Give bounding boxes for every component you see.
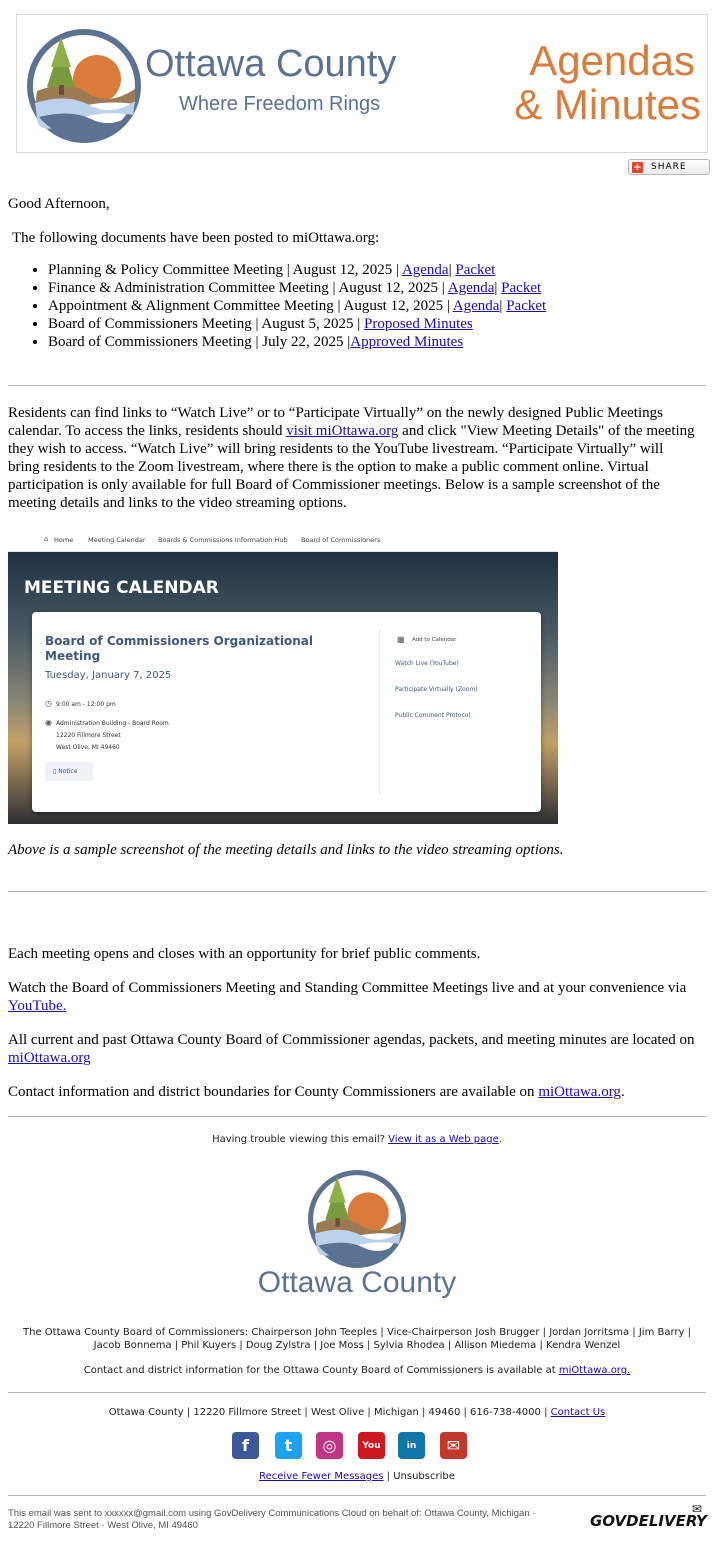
tagline: Where Freedom Rings (179, 93, 381, 115)
email-icon[interactable]: ✉ (440, 1432, 467, 1459)
sample-location: Administration Building - Board Room (56, 720, 169, 727)
sample-watch-live: Watch Live (YouTube) (395, 660, 459, 667)
residents-text: Residents can find links to “Watch Live” or to “Participate Virtually” on the newly designed Public Meetings calendar. To access the links, residents should (8, 405, 663, 439)
share-button[interactable] (628, 159, 710, 175)
board-line-2: Jacob Bonnema | Phil Kuyers | Doug Zylstra | Joe Moss | Sylvia Rhodea | Allison Miedema | Kendra Wenzel (93, 1340, 621, 1351)
board-members (8, 1326, 706, 1352)
sent-line-1: This email was sent to xxxxxx@gmail.com using GovDelivery Communications Cloud on behalf of: Ottawa County, Michigan · (8, 1508, 536, 1519)
sample-screenshot (8, 528, 558, 824)
address-text: Ottawa County | 12220 Fillmore Street | West Olive | Michigan | 49460 | 616-738-4000 | (108, 1407, 551, 1418)
youtube-link[interactable]: YouTube. (8, 998, 67, 1014)
header-banner (16, 14, 708, 153)
ottawa-county-logo (27, 29, 141, 143)
watch-text: Watch the Board of Commissioners Meeting and Standing Committee Meetings live and at your convenience via (8, 980, 687, 996)
packet-link[interactable]: Packet (506, 298, 547, 314)
govdelivery-logo: GOVDELIVERY (590, 1512, 707, 1530)
instagram-icon[interactable]: ◎ (316, 1432, 343, 1459)
divider (8, 1392, 706, 1393)
sample-time: 9:00 am - 12:00 pm (56, 701, 116, 708)
approved-minutes-link[interactable]: Approved Minutes (350, 334, 464, 350)
sample-notice-button (45, 762, 93, 781)
calendar-icon: ▦ (397, 635, 405, 644)
youtube-icon[interactable]: You (358, 1432, 385, 1459)
agendas-paragraph (8, 1031, 698, 1067)
divider (8, 1116, 706, 1117)
share-label: SHARE (651, 162, 687, 172)
list-item (48, 333, 546, 351)
footer-logo-icon (308, 1170, 406, 1268)
documents-list (8, 261, 546, 351)
sample-notice-label: Notice (58, 768, 78, 775)
sent-line-2: 12220 Fillmore Street · West Olive, MI 49460 (8, 1520, 198, 1531)
list-item: • Planning & Policy Committee Meeting | August 12, 2025 | Agenda| Packet (48, 261, 546, 279)
trouble-text: Having trouble viewing this email? (212, 1134, 389, 1145)
govdelivery-envelope-icon: ✉ (692, 1502, 703, 1516)
location-icon: ◉ (45, 718, 52, 727)
document-text: Board of Commissioners Meeting | July 22, 2025 | (48, 334, 351, 350)
divider (8, 1495, 706, 1496)
list-item: • Appointment & Alignment Committee Meeting | August 12, 2025 | Agenda| Packet (48, 297, 546, 315)
document-text: Appointment & Alignment Committee Meeting | August 12, 2025 | (48, 298, 450, 314)
clock-icon: ◷ (45, 699, 52, 708)
sample-add-calendar: Add to Calendar (412, 637, 457, 643)
trouble-end: . (498, 1134, 502, 1145)
banner-title-line2: & Minutes (514, 81, 701, 128)
watch-paragraph (8, 979, 688, 1015)
contact-text: Contact information and district boundaries for County Commissioners are available on (8, 1084, 539, 1100)
screenshot-caption: Above is a sample screenshot of the meeting details and links to the video streaming options. (8, 842, 564, 858)
footer-miottawa-link[interactable]: miOttawa.org. (558, 1365, 631, 1376)
contact-paragraph (8, 1083, 625, 1101)
document-text: Finance & Administration Committee Meeting | August 12, 2025 | (48, 280, 445, 296)
contact-end: . (620, 1084, 625, 1100)
sent-info (8, 1508, 578, 1532)
residents-paragraph (8, 404, 698, 512)
divider (8, 385, 706, 386)
public-comments-text: Each meeting opens and closes with an opportunity for brief public comments. (8, 946, 481, 962)
sample-meeting-title: Board of Commissioners Organizational Meeting (45, 634, 313, 663)
org-name: Ottawa County (145, 43, 397, 85)
sample-card (32, 612, 541, 812)
footer-address (0, 1407, 714, 1418)
sample-nav-board: Board of Commissioners (301, 536, 381, 544)
list-item (48, 315, 546, 333)
document-text: Board of Commissioners Meeting | August 5, 2025 | (48, 316, 361, 332)
web-page-link[interactable]: View it as a Web page (388, 1134, 499, 1145)
document-text: Planning & Policy Committee Meeting | August 12, 2025 | (48, 262, 399, 278)
sample-divider (379, 630, 380, 794)
sample-meeting-date: Tuesday, January 7, 2025 (45, 670, 172, 681)
unsubscribe-text: | Unsubscribe (383, 1471, 455, 1482)
intro-text: The following documents have been posted to miOttawa.org: (12, 230, 380, 246)
sample-nav (8, 528, 558, 552)
fewer-messages-link[interactable]: Receive Fewer Messages (259, 1471, 384, 1482)
document-icon: ▯ (53, 768, 59, 775)
subscription-links (0, 1471, 714, 1482)
linkedin-icon[interactable]: in (398, 1432, 425, 1459)
board-line-1: The Ottawa County Board of Commissioners: Chairperson John Teeples | Vice-Chairperson Josh Brugger | Jordan Jorritsma | Jim Barry | (23, 1327, 691, 1338)
agenda-link[interactable]: Agenda (452, 298, 500, 314)
home-icon: ⌂ (44, 535, 49, 543)
sample-hero-title: MEETING CALENDAR (24, 578, 219, 598)
trouble-viewing (0, 1134, 714, 1145)
residents-text-cont: and click "View Meeting Details" of the meeting they wish to access. “Watch Live” will bring residents to the YouTube livestream. “Participate Virtually” will bring residents to the Zoom livestream, where there is the option to make a public comment online. Virtual participation is only available for full Board of Commissioner meetings. Below is a sample screenshot of the meeting details and links to the video streaming options. (8, 423, 695, 511)
list-item: • Finance & Administration Committee Meeting | August 12, 2025 | Agenda| Packet (48, 279, 546, 297)
sample-nav-calendar: Meeting Calendar (88, 536, 146, 544)
visit-miottawa-link[interactable]: visit miOttawa.org (286, 423, 399, 439)
greeting: Good Afternoon, (8, 196, 110, 212)
banner-title-line1: Agendas (529, 37, 695, 84)
sample-address2: West Olive, MI 49460 (56, 744, 120, 751)
miottawa-contact-link[interactable]: miOttawa.org (538, 1084, 621, 1100)
agenda-link[interactable]: Agenda (401, 262, 449, 278)
proposed-minutes-link[interactable]: Proposed Minutes (364, 316, 473, 332)
share-icon: + (633, 161, 642, 173)
sample-address1: 12220 Fillmore Street (56, 732, 121, 739)
footer-contact (0, 1365, 714, 1376)
facebook-icon[interactable]: f (232, 1432, 259, 1459)
divider (8, 891, 706, 892)
footer-logo-text: Ottawa County (257, 1266, 457, 1299)
agendas-text: All current and past Ottawa County Board of Commissioner agendas, packets, and meeting minutes are located on (8, 1032, 695, 1048)
miottawa-link[interactable]: miOttawa.org (8, 1050, 91, 1066)
sample-public-comment: Public Comment Protocol (395, 712, 471, 719)
twitter-icon[interactable]: t (275, 1432, 302, 1459)
sample-nav-hub: Boards & Commissions Information Hub (158, 536, 288, 544)
packet-link[interactable]: Packet (455, 262, 496, 278)
contact-us-link[interactable]: Contact Us (550, 1407, 606, 1418)
agenda-link[interactable]: Agenda (447, 280, 495, 296)
sample-nav-home: Home (54, 536, 74, 544)
footer-contact-text: Contact and district information for the Ottawa County Board of Commissioners is available at (83, 1365, 559, 1376)
sample-participate: Participate Virtually (Zoom) (395, 686, 478, 693)
packet-link[interactable]: Packet (501, 280, 542, 296)
